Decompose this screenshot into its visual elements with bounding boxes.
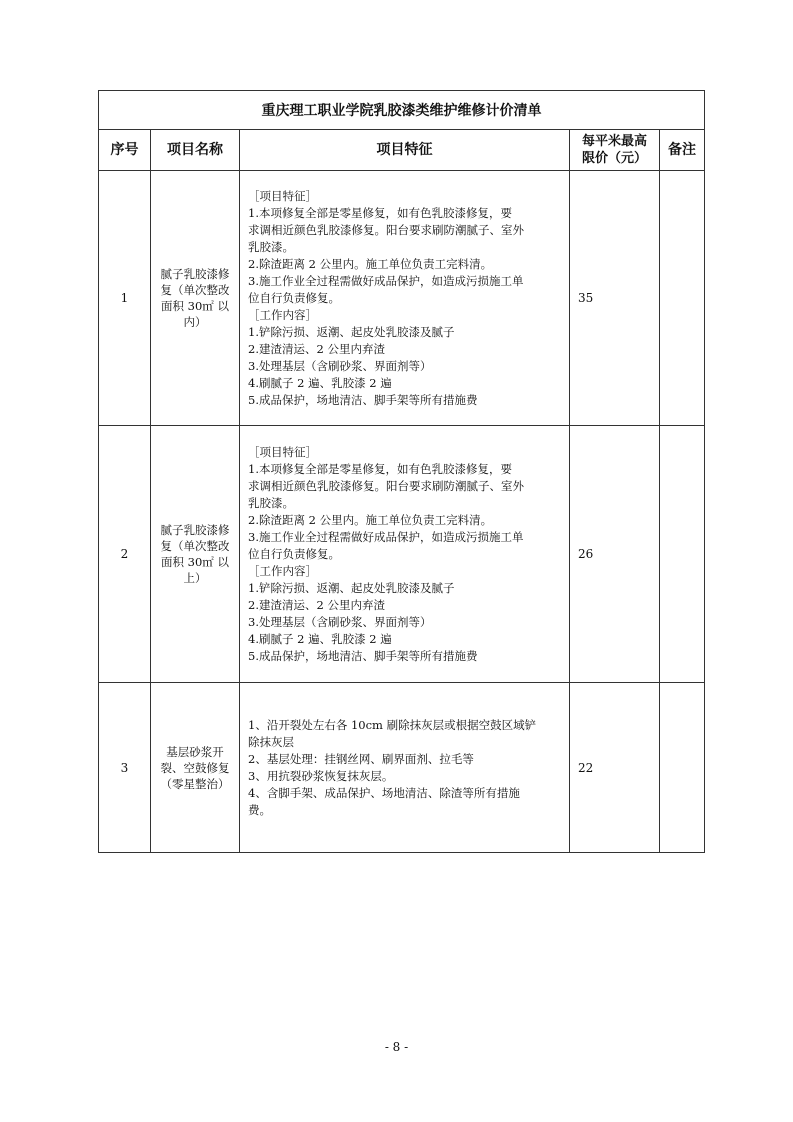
header-remark: 备注 bbox=[660, 130, 705, 171]
name-line: 基层砂浆开 bbox=[166, 744, 224, 759]
name-line: 复（单次整改 bbox=[160, 283, 230, 297]
row-max-price: 35 bbox=[570, 171, 660, 426]
header-max-price-line1: 每平米最高 bbox=[581, 134, 647, 149]
feature-line: 4.刷腻子 2 遍、乳胶漆 2 遍 bbox=[248, 375, 392, 390]
table-row bbox=[99, 426, 705, 683]
header-item-name: 项目名称 bbox=[151, 130, 240, 171]
row-item-features bbox=[240, 171, 570, 426]
row-remark bbox=[660, 683, 705, 853]
feature-line: 乳胶漆。 bbox=[248, 239, 294, 254]
row-remark bbox=[660, 426, 705, 683]
name-line: 裂、空鼓修复 bbox=[160, 760, 230, 775]
feature-line: 3.处理基层（含刷砂浆、界面剂等） bbox=[248, 614, 432, 629]
row-seq: 3 bbox=[99, 683, 151, 853]
feature-line: 1.本项修复全部是零星修复，如有色乳胶漆修复，要 bbox=[248, 205, 512, 220]
feature-line: 乳胶漆。 bbox=[248, 495, 294, 510]
name-line: 复（单次整改 bbox=[160, 539, 230, 553]
feature-line: 求调相近颜色乳胶漆修复。阳台要求刷防潮腻子、室外 bbox=[248, 222, 524, 237]
feature-line: 位自行负责修复。 bbox=[248, 290, 340, 305]
feature-line: 1.铲除污损、返潮、起皮处乳胶漆及腻子 bbox=[248, 324, 455, 339]
feature-line: 2.除渣距离 2 公里内。施工单位负责工完料清。 bbox=[248, 512, 493, 527]
table-row bbox=[99, 171, 705, 426]
page-number: - 8 - bbox=[384, 1040, 409, 1054]
row-item-features bbox=[240, 426, 570, 683]
name-line: 腻子乳胶漆修 bbox=[160, 523, 230, 537]
row-remark bbox=[660, 171, 705, 426]
price-list-table bbox=[98, 90, 705, 853]
feature-line: 3.施工作业全过程需做好成品保护，如造成污损施工单 bbox=[248, 273, 524, 288]
feature-line: 2.除渣距离 2 公里内。施工单位负责工完料清。 bbox=[248, 256, 493, 271]
feature-line: 3.施工作业全过程需做好成品保护，如造成污损施工单 bbox=[248, 529, 524, 544]
name-line: 面积 30㎡ 以 bbox=[161, 555, 229, 569]
feature-line: 4、含脚手架、成品保护、场地清洁、除渣等所有措施 bbox=[248, 785, 520, 800]
row-item-name bbox=[151, 426, 240, 683]
row-max-price: 26 bbox=[570, 426, 660, 683]
feature-line: 除抹灰层 bbox=[248, 734, 294, 749]
row-seq: 2 bbox=[99, 426, 151, 683]
feature-line: 2.建渣清运、2 公里内弃渣 bbox=[248, 597, 385, 612]
feature-line: 1.本项修复全部是零星修复，如有色乳胶漆修复，要 bbox=[248, 461, 512, 476]
row-seq: 1 bbox=[99, 171, 151, 426]
feature-line: ［工作内容］ bbox=[248, 307, 317, 322]
feature-line: 4.刷腻子 2 遍、乳胶漆 2 遍 bbox=[248, 631, 392, 646]
feature-line: ［项目特征］ bbox=[248, 188, 317, 203]
feature-line: 位自行负责修复。 bbox=[248, 546, 340, 561]
feature-line: 1.铲除污损、返潮、起皮处乳胶漆及腻子 bbox=[248, 580, 455, 595]
row-item-name bbox=[151, 683, 240, 853]
name-line: 内） bbox=[183, 315, 207, 329]
name-line: 腻子乳胶漆修 bbox=[160, 267, 230, 281]
header-seq: 序号 bbox=[99, 130, 151, 171]
feature-line: 1、沿开裂处左右各 10cm 刷除抹灰层或根据空鼓区域铲 bbox=[248, 717, 537, 732]
row-item-features bbox=[240, 683, 570, 853]
name-line: 上） bbox=[183, 571, 207, 585]
header-max-price-line2: 限价（元） bbox=[581, 151, 647, 166]
feature-line: 3、用抗裂砂浆恢复抹灰层。 bbox=[248, 768, 394, 783]
table-row bbox=[99, 683, 705, 853]
row-item-name bbox=[151, 171, 240, 426]
name-line: （零星整治） bbox=[160, 776, 230, 791]
name-line: 面积 30㎡ 以 bbox=[161, 299, 229, 313]
feature-line: 2.建渣清运、2 公里内弃渣 bbox=[248, 341, 385, 356]
feature-line: 2、基层处理：挂钢丝网、刷界面剂、拉毛等 bbox=[248, 751, 474, 766]
header-item-features: 项目特征 bbox=[240, 130, 570, 171]
feature-line: ［工作内容］ bbox=[248, 563, 317, 578]
table-title: 重庆理工职业学院乳胶漆类维护维修计价清单 bbox=[99, 91, 705, 130]
header-max-price bbox=[570, 130, 660, 171]
feature-line: 3.处理基层（含刷砂浆、界面剂等） bbox=[248, 358, 432, 373]
feature-line: ［项目特征］ bbox=[248, 444, 317, 459]
feature-line: 费。 bbox=[248, 802, 271, 817]
feature-line: 5.成品保护，场地清洁、脚手架等所有措施费 bbox=[248, 392, 478, 407]
feature-line: 5.成品保护，场地清洁、脚手架等所有措施费 bbox=[248, 648, 478, 663]
row-max-price: 22 bbox=[570, 683, 660, 853]
feature-line: 求调相近颜色乳胶漆修复。阳台要求刷防潮腻子、室外 bbox=[248, 478, 524, 493]
